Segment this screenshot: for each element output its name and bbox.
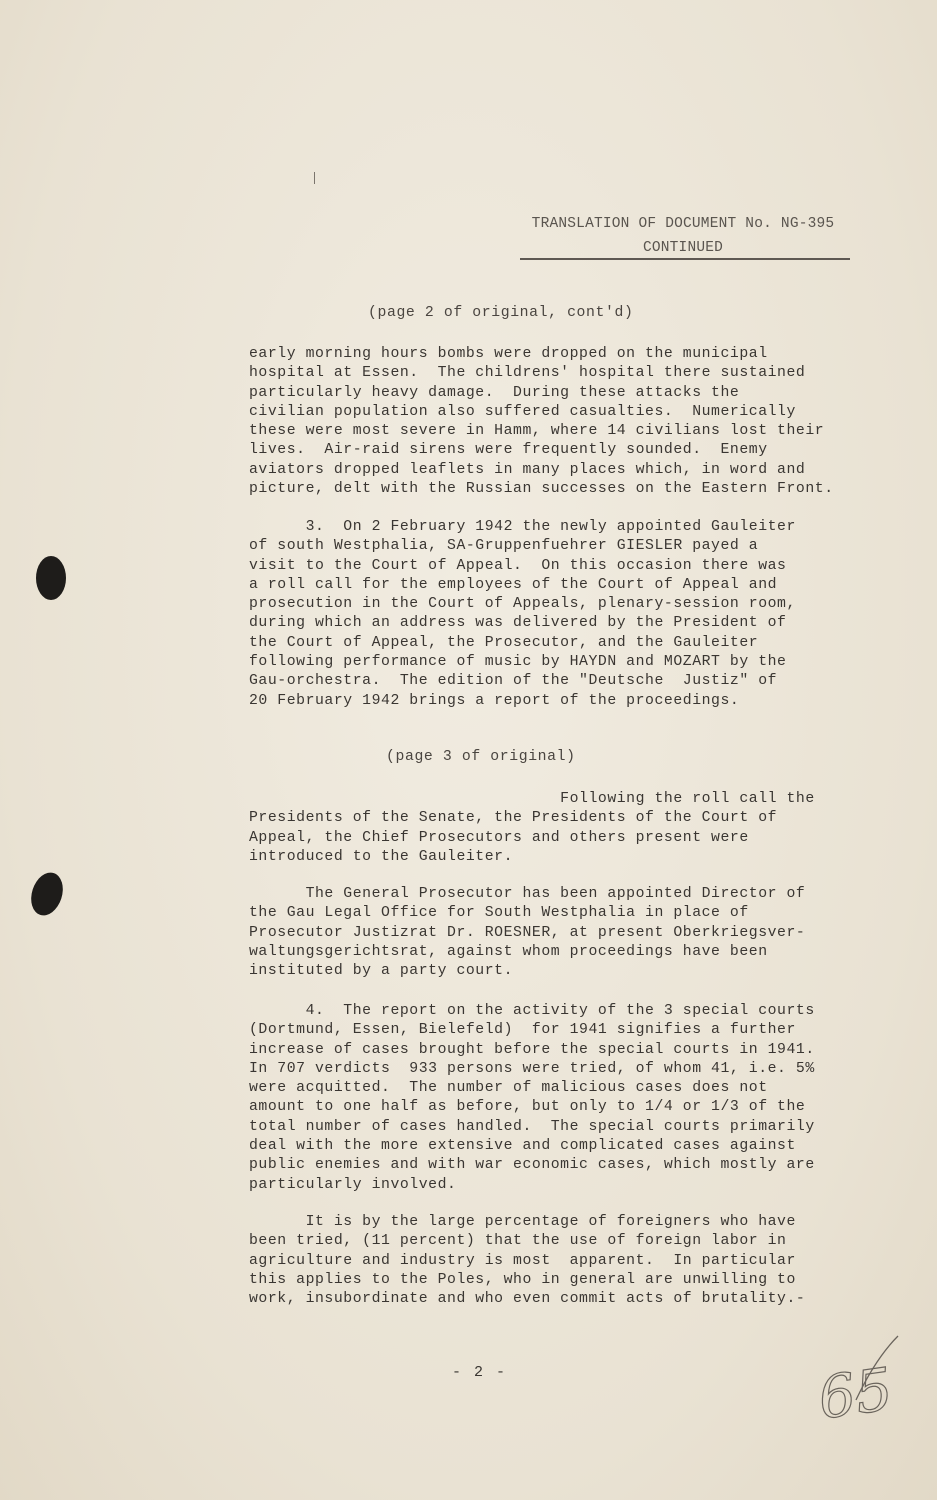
text-line: The General Prosecutor has been appointed Director of [249,886,806,902]
text-line: Presidents of the Senate, the Presidents of the Court of [249,810,778,827]
text-line: Prosecutor Justizrat Dr. ROESNER, at present Oberkriegsver- [249,924,806,941]
text-line: prosecution in the Court of Appeals, plenary-session room, [249,596,796,613]
text-line: Appeal, the Chief Prosecutors and others present were [249,829,749,846]
text-line: total number of cases handled. The special courts primarily [249,1118,815,1135]
paragraph-4 [249,1002,849,1195]
document-header [516,212,850,260]
text-line: visit to the Court of Appeal. On this occasion there was [249,557,787,574]
handwritten-annotation [812,1330,902,1440]
text-line: were acquitted. The number of malicious cases does not [249,1080,768,1097]
text-line: waltungsgerichtsrat, against whom proceedings have been [249,943,768,960]
text-line: increase of cases brought before the special courts in 1941. [249,1041,815,1058]
text-line: during which an address was delivered by the President of [249,615,787,632]
text-line: this applies to the Poles, who in general are unwilling to [249,1271,796,1288]
text-line: aviators dropped leaflets in many places which, in word and [249,461,806,478]
text-line: these were most severe in Hamm, where 14 civilians lost their [249,423,825,440]
handwritten-number: 65 [814,1354,897,1433]
paragraph-foreigners [249,1213,849,1309]
paragraph-3 [249,518,849,711]
text-line: introduced to the Gauleiter. [249,848,514,865]
text-line: of south Westphalia, SA-Gruppenfuehrer GIESLER payed a [249,538,759,555]
text-line: 3. On 2 February 1942 the newly appointed Gauleiter [249,519,796,535]
punch-hole [26,868,68,919]
text-line: It is by the large percentage of foreigners who have [249,1214,796,1230]
text-line: particularly involved. [249,1176,457,1193]
page-note: (page 3 of original) [386,749,576,765]
paragraph-general-prosecutor [249,885,849,981]
header-underline [520,258,850,260]
header-title: TRANSLATION OF DOCUMENT No. NG-395 [531,216,835,232]
text-line: particularly heavy damage. During these attacks the [249,384,740,401]
text-line: Gau-orchestra. The edition of the "Deutsche Justiz" of [249,673,778,690]
text-line: following performance of music by HAYDN and MOZART by the [249,654,787,671]
text-line: lives. Air-raid sirens were frequently sounded. Enemy [249,442,768,459]
text-line: the Court of Appeal, the Prosecutor, and the Gauleiter [249,634,759,651]
text-line: early morning hours bombs were dropped on the municipal [249,346,768,362]
text-line: been tried, (11 percent) that the use of foreign labor in [249,1233,787,1250]
text-line: 4. The report on the activity of the 3 special courts [249,1003,815,1019]
text-line: Following the roll call the [249,791,815,807]
paragraph-roll-call [249,790,849,867]
text-line: agriculture and industry is most apparent. In particular [249,1252,796,1269]
text-line: instituted by a party court. [249,963,514,980]
paragraph-continuation [249,345,849,499]
text-line: hospital at Essen. The childrens' hospital there sustained [249,365,806,382]
page-number: - 2 - [452,1364,508,1381]
text-line: a roll call for the employees of the Court of Appeal and [249,576,778,593]
text-line: In 707 verdicts 933 persons were tried, of whom 41, i.e. 5% [249,1060,815,1077]
text-line: work, insubordinate and who even commit acts of brutality.- [249,1291,806,1308]
header-subtitle: CONTINUED [642,240,724,256]
text-line: picture, delt with the Russian successes on the Eastern Front. [249,481,834,498]
pencil-mark [314,172,315,184]
text-line: the Gau Legal Office for South Westphalia in place of [249,905,749,922]
punch-hole [36,556,66,600]
text-line: 20 February 1942 brings a report of the proceedings. [249,692,740,709]
text-line: (Dortmund, Essen, Bielefeld) for 1941 signifies a further [249,1022,796,1039]
text-line: amount to one half as before, but only to 1/4 or 1/3 of the [249,1099,806,1116]
page-note: (page 2 of original, cont'd) [368,305,634,321]
text-line: deal with the more extensive and complicated cases against [249,1138,796,1155]
text-line: public enemies and with war economic cases, which mostly are [249,1157,815,1174]
text-line: civilian population also suffered casualties. Numerically [249,403,796,420]
